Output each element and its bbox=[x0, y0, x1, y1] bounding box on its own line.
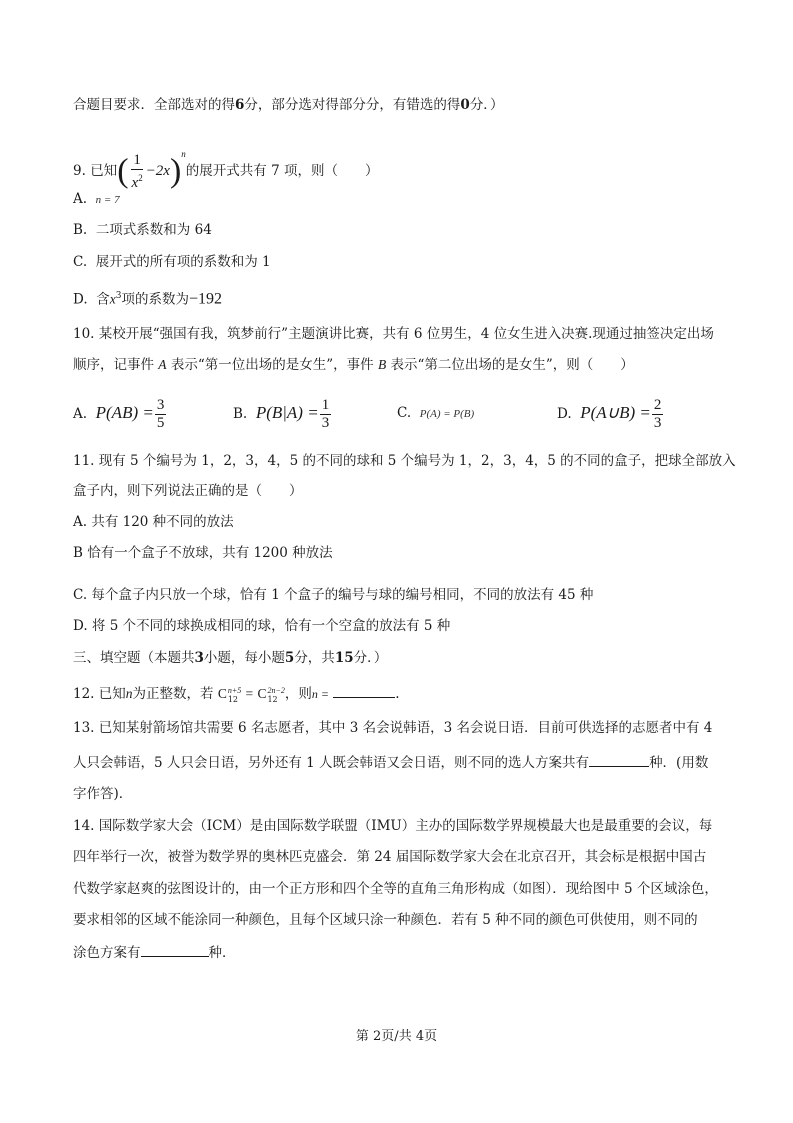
q9-option-d: D. 含$x^3$项的系数为−192 bbox=[73, 290, 222, 308]
q9-stem: 9. 已知( $\frac{1}{x^2}$ −2x)$^n$的展开式共有 7 项，则（ ） bbox=[73, 149, 379, 191]
q11-option-d: D. 将 5 个不同的球换成相同的球，恰有一个空盒的放法有 5 种 bbox=[73, 618, 451, 634]
q12-stem: 12. 已知n为正整数，若 C n+5 12 = C 2n−2 12 ，则n = . bbox=[73, 683, 400, 704]
q14-line-1: 14. 国际数学家大会（ICM）是由国际数学联盟（IMU）主办的国际数学界规模最大也是最重要的会议，每 bbox=[73, 818, 713, 834]
instruction-line: 合题目要求．全部选对的得6分，部分选对得部分分，有错选的得0分．） bbox=[73, 97, 504, 113]
q14-answer-blank[interactable] bbox=[141, 942, 209, 957]
q13-answer-blank[interactable] bbox=[589, 752, 649, 767]
q10-option-b: B. P(B|A) = $\frac{1}{3}$ bbox=[233, 397, 330, 431]
q14-line-2: 四年举行一次，被誉为数学界的奥林匹克盛会．第 24 届国际数学家大会在北京召开，其会标是根据中国古 bbox=[73, 849, 707, 865]
q11-option-b: B 恰有一个盒子不放球，共有 1200 种放法 bbox=[73, 545, 333, 561]
q9-option-b: B. 二项式系数和为 64 bbox=[73, 222, 212, 238]
q14-line-5: 涂色方案有 种． bbox=[73, 942, 236, 963]
q10-option-a: A. P(AB) = $\frac{3}{5}$ bbox=[73, 397, 165, 431]
q14-line-4: 要求相邻的区域不能涂同一种颜色，且每个区域只涂一种颜色．若有 5 种不同的颜色可供使用，则不同的 bbox=[73, 912, 698, 928]
q12-answer-blank[interactable] bbox=[333, 683, 395, 698]
q10-line-2: 顺序，记事件 A 表示“第一位出场的是女生”，事件 B 表示“第二位出场的是女生”，则（ ） bbox=[73, 357, 634, 373]
q13-line-3: 字作答)． bbox=[73, 786, 133, 802]
q10-line-1: 10. 某校开展“强国有我，筑梦前行”主题演讲比赛，共有 6 位男生，4 位女生进入决赛.现通过抽签决定出场 bbox=[73, 326, 714, 342]
q13-line-1: 13. 已知某射箭场馆共需要 6 名志愿者，其中 3 名会说韩语，3 名会说日语．目前可供选择的志愿者中有 4 bbox=[73, 720, 713, 736]
q13-line-2: 人只会韩语，5 人只会日语，另外还有 1 人既会韩语又会日语，则不同的选人方案共有 种．(用数 bbox=[73, 752, 708, 773]
q11-line-2: 盒子内，则下列说法正确的是（ ） bbox=[73, 483, 303, 499]
q9-fraction: $\frac{1}{x^2}$ bbox=[131, 151, 143, 191]
q11-option-c: C. 每个盒子内只放一个球，恰有 1 个盒子的编号与球的编号相同，不同的放法有 45 种 bbox=[73, 587, 594, 603]
q14-line-3: 代数学家赵爽的弦图设计的，由一个正方形和四个全等的直角三角形构成（如图）．现给图中 5 个区域涂色， bbox=[73, 881, 718, 897]
page-footer: 第 2页/共 4页 bbox=[355, 1029, 438, 1044]
section-3-heading: 三、填空题（本题共3小题，每小题5分，共15分．） bbox=[73, 650, 388, 666]
q11-option-a: A. 共有 120 种不同的放法 bbox=[73, 514, 234, 530]
q10-option-c: C. P(A) = P(B) bbox=[397, 405, 475, 421]
q9-option-c: C. 展开式的所有项的系数和为 1 bbox=[73, 254, 271, 270]
q10-option-d: D. P(A∪B) = $\frac{2}{3}$ bbox=[557, 397, 662, 431]
q9-option-a: A. n = 7 bbox=[73, 191, 120, 207]
q11-line-1: 11. 现有 5 个编号为 1，2，3，4，5 的不同的球和 5 个编号为 1，2，3，4，5 的不同的盒子，把球全部放入 bbox=[73, 453, 736, 469]
